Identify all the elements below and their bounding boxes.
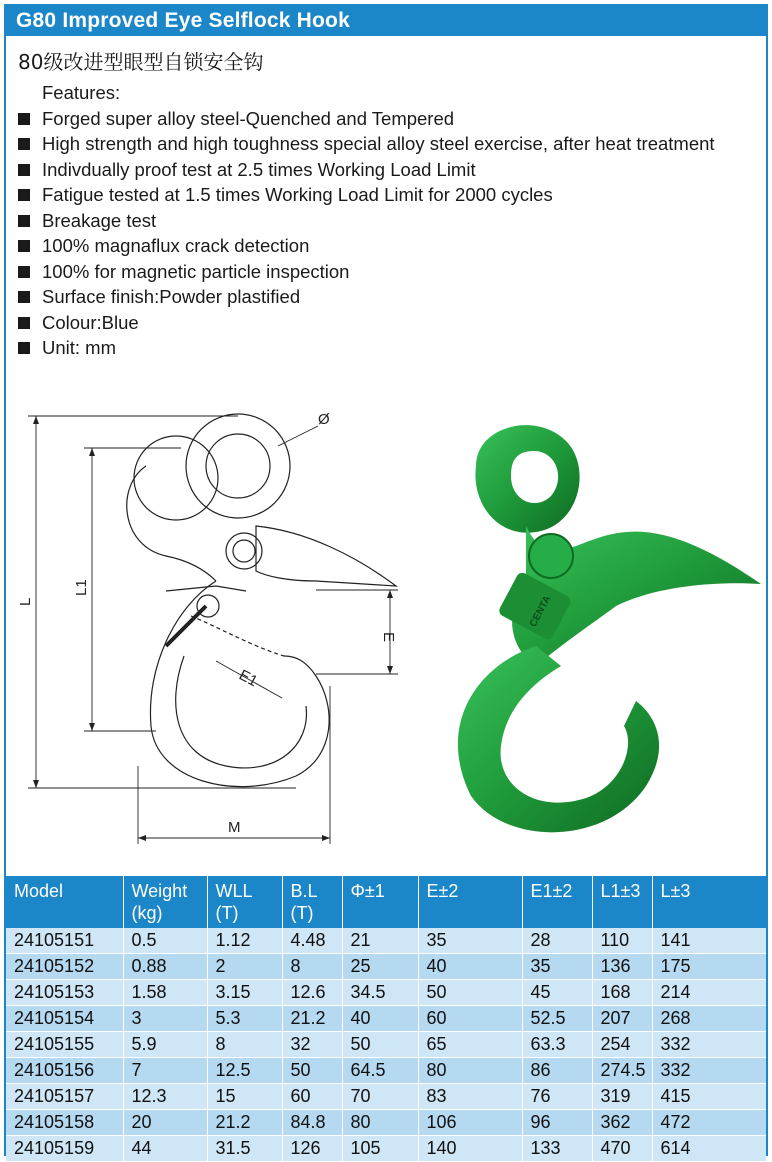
feature-item [16, 310, 756, 336]
square-bullet-icon [18, 138, 30, 150]
marking-text: CENTA [527, 593, 554, 629]
chinese-title: 80级改进型眼型自锁安全钩 [18, 50, 264, 74]
label-L1: L1 [73, 579, 90, 596]
cell-l1: 362 [592, 1110, 652, 1136]
cell-e: 83 [418, 1084, 522, 1110]
hook-latch [256, 526, 396, 586]
cell-phi: 25 [342, 954, 418, 980]
cell-phi: 40 [342, 1006, 418, 1032]
feature-text: Indivdually proof test at 2.5 times Working Load Limit [42, 158, 476, 180]
cell-weight: 12.3 [123, 1084, 207, 1110]
eye-inner-ring [206, 434, 270, 498]
cell-wll: 1.12 [207, 928, 282, 954]
cell-l: 415 [652, 1084, 766, 1110]
cell-wll: 31.5 [207, 1136, 282, 1162]
square-bullet-icon [18, 164, 30, 176]
cell-bl: 12.6 [282, 980, 342, 1006]
col-header-bl: B.L (T) [282, 876, 342, 928]
cell-weight: 1.58 [123, 980, 207, 1006]
table-row [6, 1084, 766, 1110]
cell-bl: 84.8 [282, 1110, 342, 1136]
square-bullet-icon [18, 317, 30, 329]
cell-l1: 274.5 [592, 1058, 652, 1084]
arrow-L1-top [89, 448, 95, 456]
square-bullet-icon [18, 266, 30, 278]
feature-item [16, 208, 756, 234]
cell-model: 24105158 [6, 1110, 123, 1136]
cell-model: 24105155 [6, 1032, 123, 1058]
feature-item [16, 233, 756, 259]
square-bullet-icon [18, 215, 30, 227]
cell-wll: 15 [207, 1084, 282, 1110]
cell-l: 614 [652, 1136, 766, 1162]
cell-model: 24105154 [6, 1006, 123, 1032]
col-header-l: L±3 [652, 876, 766, 928]
cell-phi: 80 [342, 1110, 418, 1136]
product-sheet [4, 4, 768, 1156]
cell-model: 24105159 [6, 1136, 123, 1162]
eye-outer-ring [186, 414, 290, 518]
table-header-row [6, 876, 766, 928]
title-bar [6, 6, 766, 36]
square-bullet-icon [18, 240, 30, 252]
features-list [16, 80, 756, 361]
cell-wll: 12.5 [207, 1058, 282, 1084]
cell-e1: 35 [522, 954, 592, 980]
page-title: G80 Improved Eye Selflock Hook [16, 9, 350, 32]
arrow-E-bottom [387, 666, 393, 674]
cell-bl: 60 [282, 1084, 342, 1110]
hook-product-photo [416, 406, 766, 846]
hook-curve-shape [458, 646, 659, 832]
feature-item [16, 335, 756, 361]
col-header-e: E±2 [418, 876, 522, 928]
cell-e1: 133 [522, 1136, 592, 1162]
cell-phi: 105 [342, 1136, 418, 1162]
table-row [6, 954, 766, 980]
cell-model: 24105151 [6, 928, 123, 954]
cell-e: 50 [418, 980, 522, 1006]
label-M: M [228, 819, 241, 836]
feature-item [16, 131, 756, 157]
cell-weight: 0.5 [123, 928, 207, 954]
cell-e: 35 [418, 928, 522, 954]
cell-e1: 45 [522, 980, 592, 1006]
feature-item [16, 182, 756, 208]
feature-text: Surface finish:Powder plastified [42, 286, 301, 307]
square-bullet-icon [18, 342, 30, 354]
phi-leader [278, 426, 318, 446]
col-header-l1: L1±3 [592, 876, 652, 928]
square-bullet-icon [18, 189, 30, 201]
features-heading: Features: [42, 82, 121, 103]
table-body [6, 928, 766, 1162]
cell-weight: 3 [123, 1006, 207, 1032]
table-row [6, 1110, 766, 1136]
cell-phi: 50 [342, 1032, 418, 1058]
gate-mark [166, 606, 206, 646]
cell-weight: 44 [123, 1136, 207, 1162]
cell-l1: 168 [592, 980, 652, 1006]
label-E: E [380, 632, 397, 643]
cell-e1: 96 [522, 1110, 592, 1136]
feature-item [16, 157, 756, 183]
cell-bl: 21.2 [282, 1006, 342, 1032]
arrow-E-top [387, 590, 393, 598]
cell-l1: 110 [592, 928, 652, 954]
feature-text: Fatigue tested at 1.5 times Working Load Limit for 2000 cycles [42, 184, 553, 205]
cell-weight: 0.88 [123, 954, 207, 980]
cell-weight: 20 [123, 1110, 207, 1136]
cell-wll: 2 [207, 954, 282, 980]
cell-bl: 32 [282, 1032, 342, 1058]
cell-e: 80 [418, 1058, 522, 1084]
gate-dashed-line [191, 616, 284, 656]
cell-phi: 21 [342, 928, 418, 954]
cell-bl: 126 [282, 1136, 342, 1162]
label-phi: Ø [318, 411, 330, 428]
cell-l1: 136 [592, 954, 652, 980]
col-header-model: Model [6, 876, 123, 928]
cell-model: 24105153 [6, 980, 123, 1006]
table-row [6, 1006, 766, 1032]
feature-item [16, 259, 756, 285]
cell-bl: 4.48 [282, 928, 342, 954]
feature-text: Forged super alloy steel-Quenched and Tempered [42, 107, 455, 129]
feature-item [16, 284, 756, 310]
cell-wll: 5.3 [207, 1006, 282, 1032]
cell-weight: 5.9 [123, 1032, 207, 1058]
cell-e: 40 [418, 954, 522, 980]
cell-e1: 28 [522, 928, 592, 954]
cell-model: 24105156 [6, 1058, 123, 1084]
cell-wll: 21.2 [207, 1110, 282, 1136]
col-header-phi: Φ±1 [342, 876, 418, 928]
table-row [6, 1136, 766, 1162]
cell-l: 175 [652, 954, 766, 980]
cell-l: 472 [652, 1110, 766, 1136]
square-bullet-icon [18, 291, 30, 303]
arrow-L1-bottom [89, 723, 95, 731]
table-row [6, 928, 766, 954]
feature-text: Breakage test [42, 209, 157, 231]
arrow-L-bottom [33, 780, 39, 788]
feature-item [16, 106, 756, 132]
cell-weight: 7 [123, 1058, 207, 1084]
cell-e: 65 [418, 1032, 522, 1058]
cell-e: 106 [418, 1110, 522, 1136]
eye-ring-shape [475, 425, 579, 533]
cell-phi: 64.5 [342, 1058, 418, 1084]
cell-e1: 86 [522, 1058, 592, 1084]
cell-model: 24105152 [6, 954, 123, 980]
table-row [6, 1032, 766, 1058]
square-bullet-icon [18, 113, 30, 125]
cell-wll: 3.15 [207, 980, 282, 1006]
spec-table [6, 876, 766, 1162]
cell-l: 332 [652, 1058, 766, 1084]
col-header-wll: WLL (T) [207, 876, 282, 928]
col-header-e1: E1±2 [522, 876, 592, 928]
cell-e: 60 [418, 1006, 522, 1032]
cell-l1: 207 [592, 1006, 652, 1032]
label-E1: E1 [236, 666, 261, 691]
cell-l: 214 [652, 980, 766, 1006]
hook-dimension-drawing [16, 406, 416, 846]
cell-l: 141 [652, 928, 766, 954]
table-row [6, 1058, 766, 1084]
cell-phi: 34.5 [342, 980, 418, 1006]
label-L: L [17, 597, 34, 606]
hook-body-upper [127, 466, 216, 581]
cell-l: 268 [652, 1006, 766, 1032]
cell-e1: 76 [522, 1084, 592, 1110]
cell-l1: 470 [592, 1136, 652, 1162]
feature-text: Unit: mm [42, 337, 116, 358]
arrow-M-left [138, 835, 146, 841]
col-header-weight: Weight (kg) [123, 876, 207, 928]
cell-l1: 254 [592, 1032, 652, 1058]
cell-model: 24105157 [6, 1084, 123, 1110]
cell-bl: 50 [282, 1058, 342, 1084]
pivot-disk [529, 534, 573, 578]
cell-bl: 8 [282, 954, 342, 980]
cell-l1: 319 [592, 1084, 652, 1110]
feature-text: 100% magnaflux crack detection [42, 235, 310, 256]
feature-text: High strength and high toughness special alloy steel exercise, after heat treatment [42, 133, 715, 154]
cell-e1: 63.3 [522, 1032, 592, 1058]
cell-e: 140 [418, 1136, 522, 1162]
cell-e1: 52.5 [522, 1006, 592, 1032]
arrow-L-top [33, 416, 39, 424]
cell-wll: 8 [207, 1032, 282, 1058]
cell-phi: 70 [342, 1084, 418, 1110]
feature-text: 100% for magnetic particle inspection [42, 260, 350, 282]
cell-l: 332 [652, 1032, 766, 1058]
pivot-pin-inner [233, 540, 255, 562]
arrow-M-right [322, 835, 330, 841]
table-row [6, 980, 766, 1006]
feature-text: Colour:Blue [42, 311, 139, 333]
eye-side-loop [134, 436, 218, 520]
